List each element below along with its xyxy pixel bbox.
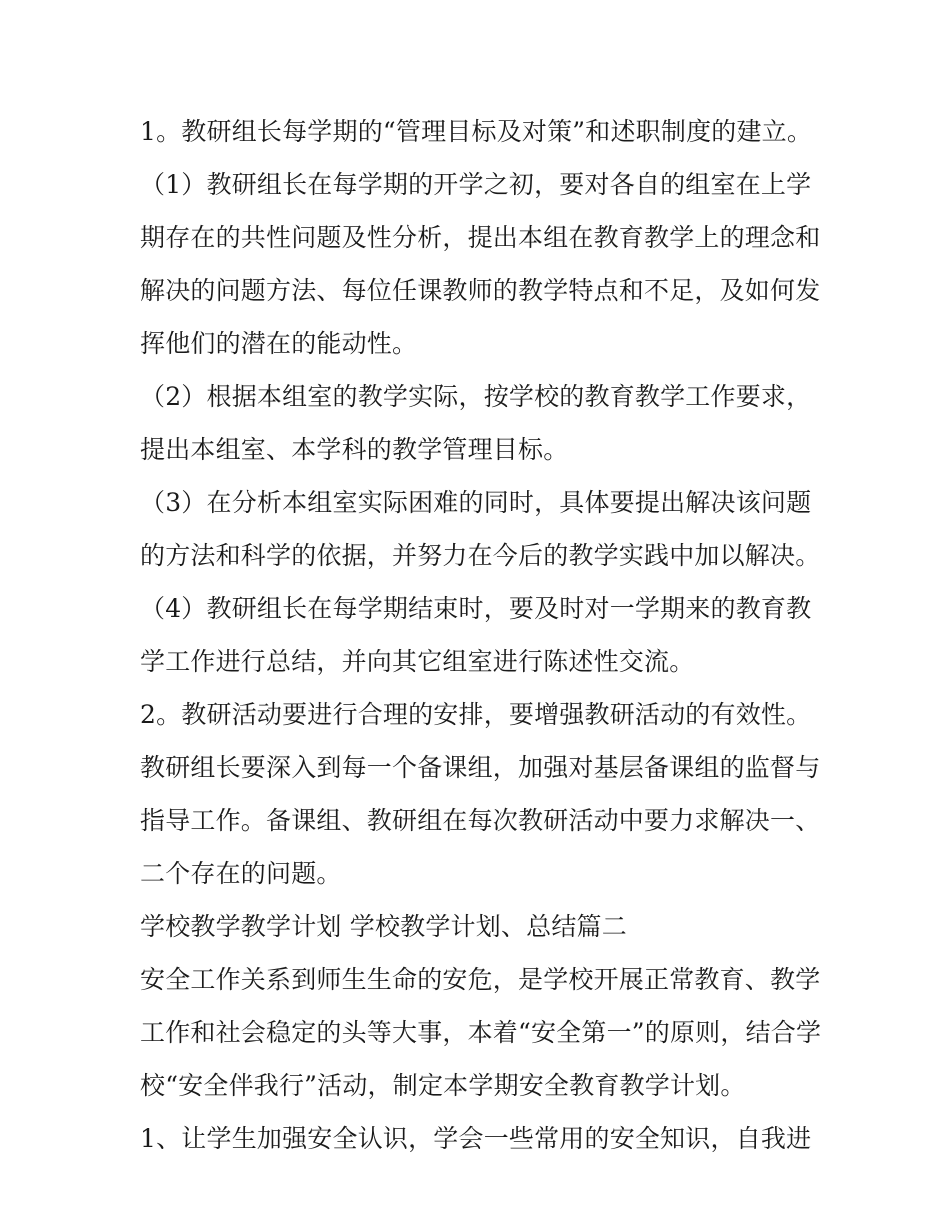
text-line: 的方法和科学的依据，并努力在今后的教学实践中加以解决。 bbox=[140, 541, 821, 570]
text-line: （3）在分析本组室实际困难的同时，具体要提出解决该问题 bbox=[140, 488, 812, 517]
text-line: 校“安全伴我行”活动，制定本学期安全教育教学计划。 bbox=[140, 1071, 746, 1100]
text-line: （1）教研组长在每学期的开学之初，要对各自的组室在上学 bbox=[140, 170, 812, 199]
text-line: 指导工作。备课组、教研组在每次教研活动中要力求解决一、 bbox=[140, 806, 821, 835]
text-line: 2。教研活动要进行合理的安排，要增强教研活动的有效性。 bbox=[140, 700, 812, 729]
section-heading: 学校教学教学计划 学校教学计划、总结篇二 bbox=[140, 912, 627, 941]
text-line: 提出本组室、本学科的教学管理目标。 bbox=[140, 435, 569, 464]
text-line: 教研组长要深入到每一个备课组，加强对基层备课组的监督与 bbox=[140, 753, 821, 782]
text-line: 安全工作关系到师生生命的安危，是学校开展正常教育、教学 bbox=[140, 965, 821, 994]
text-line: 学工作进行总结，并向其它组室进行陈述性交流。 bbox=[140, 647, 695, 676]
text-line: 二个存在的问题。 bbox=[140, 859, 342, 888]
text-line: （4）教研组长在每学期结束时，要及时对一学期来的教育教 bbox=[140, 594, 812, 623]
text-line: 1、让学生加强安全认识，学会一些常用的安全知识，自我进 bbox=[140, 1124, 812, 1153]
text-line: 1。教研组长每学期的“管理目标及对策”和述职制度的建立。 bbox=[140, 117, 813, 146]
document-body bbox=[140, 105, 830, 1165]
text-line: 期存在的共性问题及性分析，提出本组在教育教学上的理念和 bbox=[140, 223, 821, 252]
text-line: 挥他们的潜在的能动性。 bbox=[140, 329, 418, 358]
text-line: （2）根据本组室的教学实际，按学校的教育教学工作要求， bbox=[140, 382, 812, 411]
text-line: 工作和社会稳定的头等大事，本着“安全第一”的原则，结合学 bbox=[140, 1018, 822, 1047]
text-line: 解决的问题方法、每位任课教师的教学特点和不足，及如何发 bbox=[140, 276, 821, 305]
